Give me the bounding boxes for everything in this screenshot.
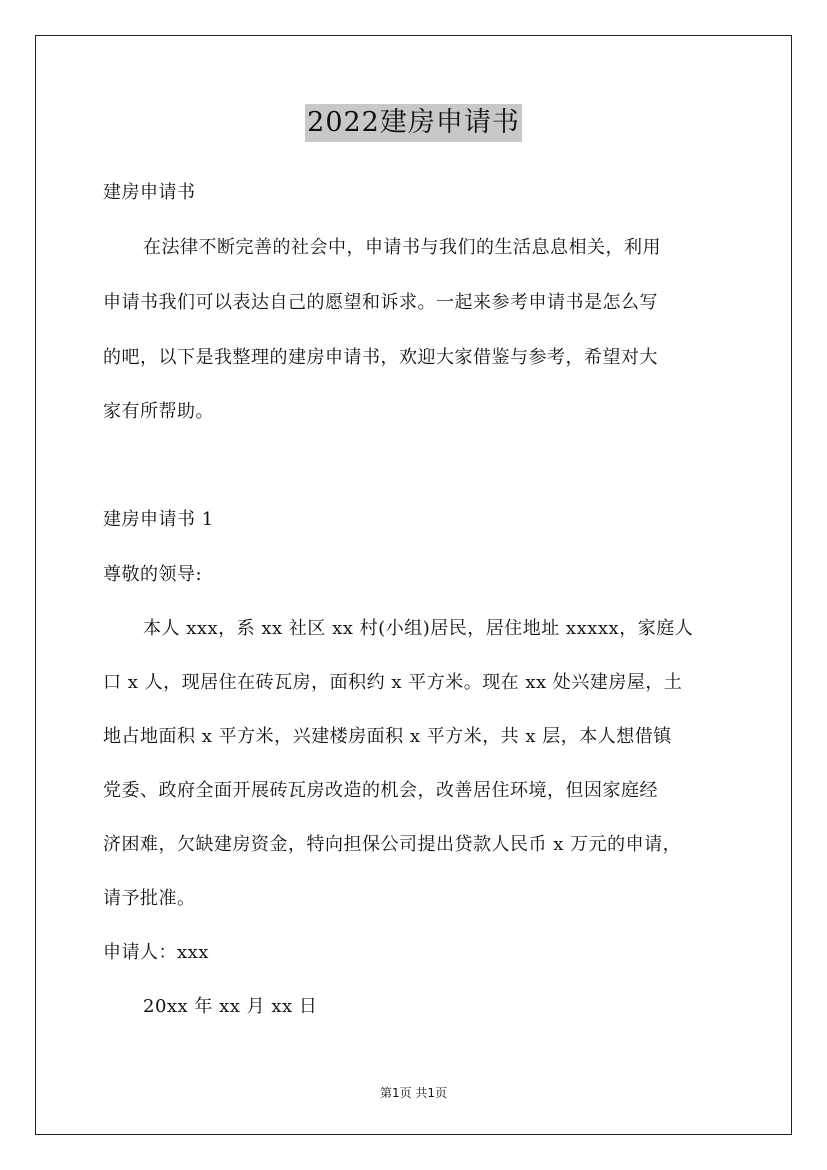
body-line: 济困难，欠缺建房资金，特向担保公司提出贷款人民币 x 万元的申请，: [103, 834, 682, 855]
document-heading: 建房申请书: [103, 182, 196, 203]
intro-line: 申请书我们可以表达自己的愿望和诉求。一起来参考申请书是怎么写: [103, 292, 658, 313]
title-container: [0, 104, 827, 142]
body-line: 党委、政府全面开展砖瓦房改造的机会，改善居住环境，但因家庭经: [103, 780, 658, 801]
intro-line: 的吧，以下是我整理的建房申请书，欢迎大家借鉴与参考，希望对大: [103, 347, 658, 368]
section-title: 建房申请书 1: [103, 509, 214, 530]
document-date: 20xx 年 xx 月 xx 日: [143, 996, 318, 1017]
body-line: 口 x 人，现居住在砖瓦房，面积约 x 平方米。现在 xx 处兴建房屋，土: [103, 672, 683, 693]
applicant-signature: 申请人：xxx: [103, 942, 209, 963]
body-line: 请予批准。: [103, 888, 196, 909]
document-title: 2022建房申请书: [305, 104, 522, 142]
intro-line: 家有所帮助。: [103, 401, 214, 422]
body-line: 地占地面积 x 平方米，兴建楼房面积 x 平方米，共 x 层，本人想借镇: [103, 726, 672, 747]
intro-line: 在法律不断完善的社会中，申请书与我们的生活息息相关，利用: [143, 237, 661, 258]
body-line: 本人 xxx，系 xx 社区 xx 村(小组)居民，居住地址 xxxxx，家庭人: [143, 618, 694, 639]
page-number-footer: 第1页 共1页: [379, 1086, 448, 1100]
salutation: 尊敬的领导:: [103, 564, 203, 585]
